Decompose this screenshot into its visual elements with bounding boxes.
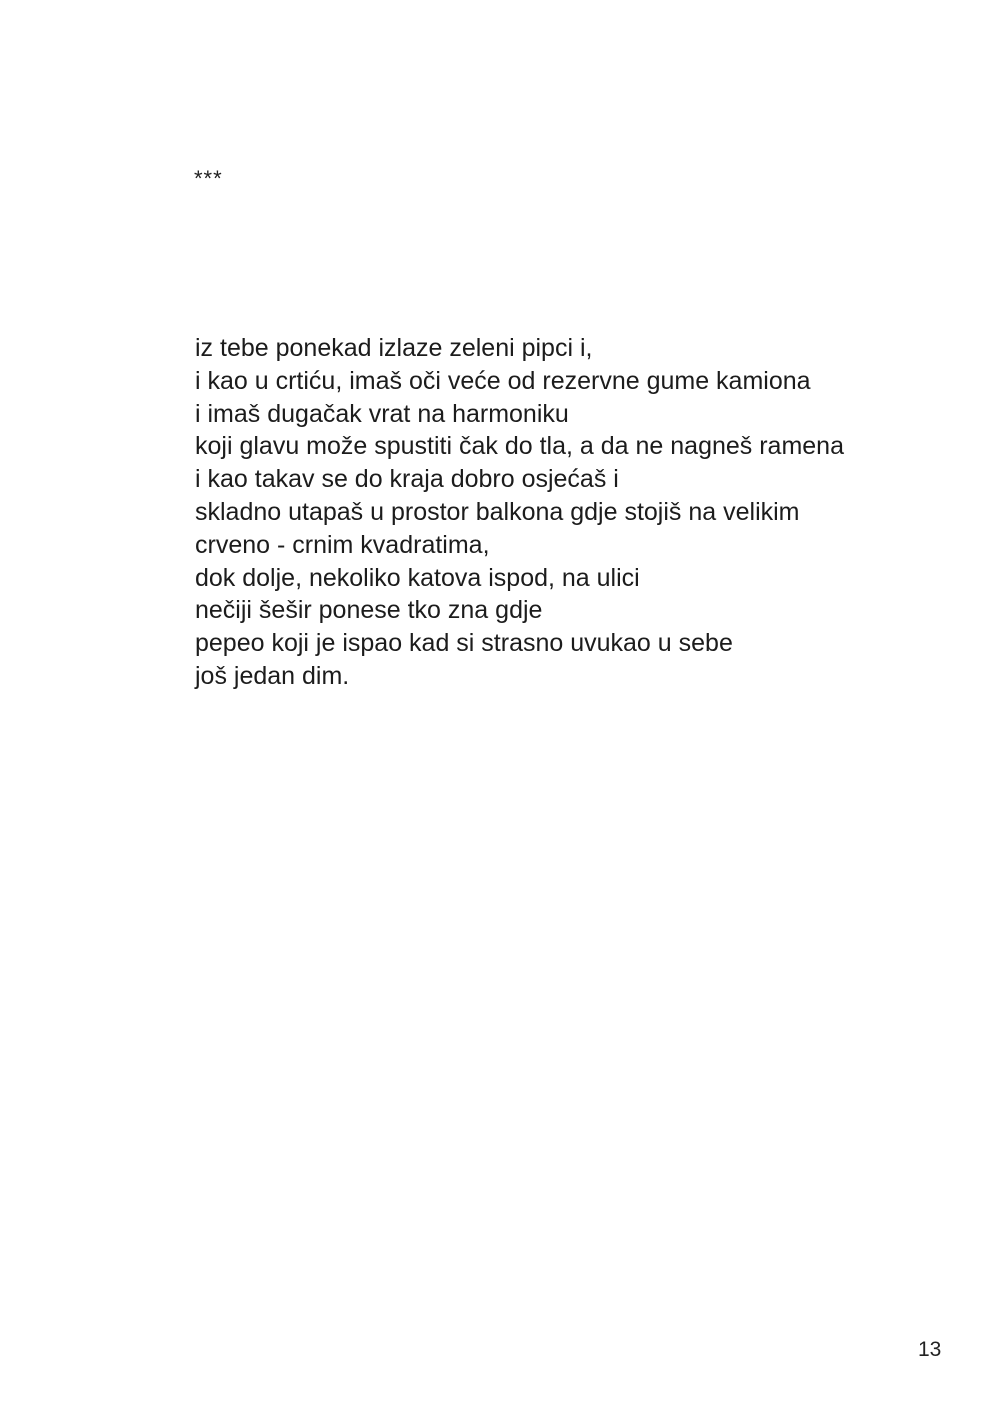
page-number: 13: [918, 1338, 942, 1361]
poem-line: još jedan dim.: [195, 661, 350, 690]
section-separator: ***: [194, 166, 223, 191]
poem-line: pepeo koji je ispao kad si strasno uvukao u sebe: [195, 629, 733, 658]
poem-line: iz tebe ponekad izlaze zeleni pipci i,: [195, 334, 593, 362]
poem-line: i kao takav se do kraja dobro osjećaš i: [195, 465, 619, 494]
poem-line: i kao u crtiću, imaš oči veće od rezervne gume kamiona: [195, 366, 811, 395]
poem-line: dok dolje, nekoliko katova ispod, na ulici: [195, 563, 640, 592]
poem-line: i imaš dugačak vrat na harmoniku: [195, 399, 569, 428]
poem-line: koji glavu može spustiti čak do tla, a da ne nagneš ramena: [195, 432, 844, 461]
poem-body: [195, 332, 955, 693]
poem-line: nečiji šešir ponese tko zna gdje: [195, 596, 543, 625]
poem-line: crveno - crnim kvadratima,: [195, 530, 490, 559]
poem-line: skladno utapaš u prostor balkona gdje stojiš na velikim: [195, 497, 800, 526]
